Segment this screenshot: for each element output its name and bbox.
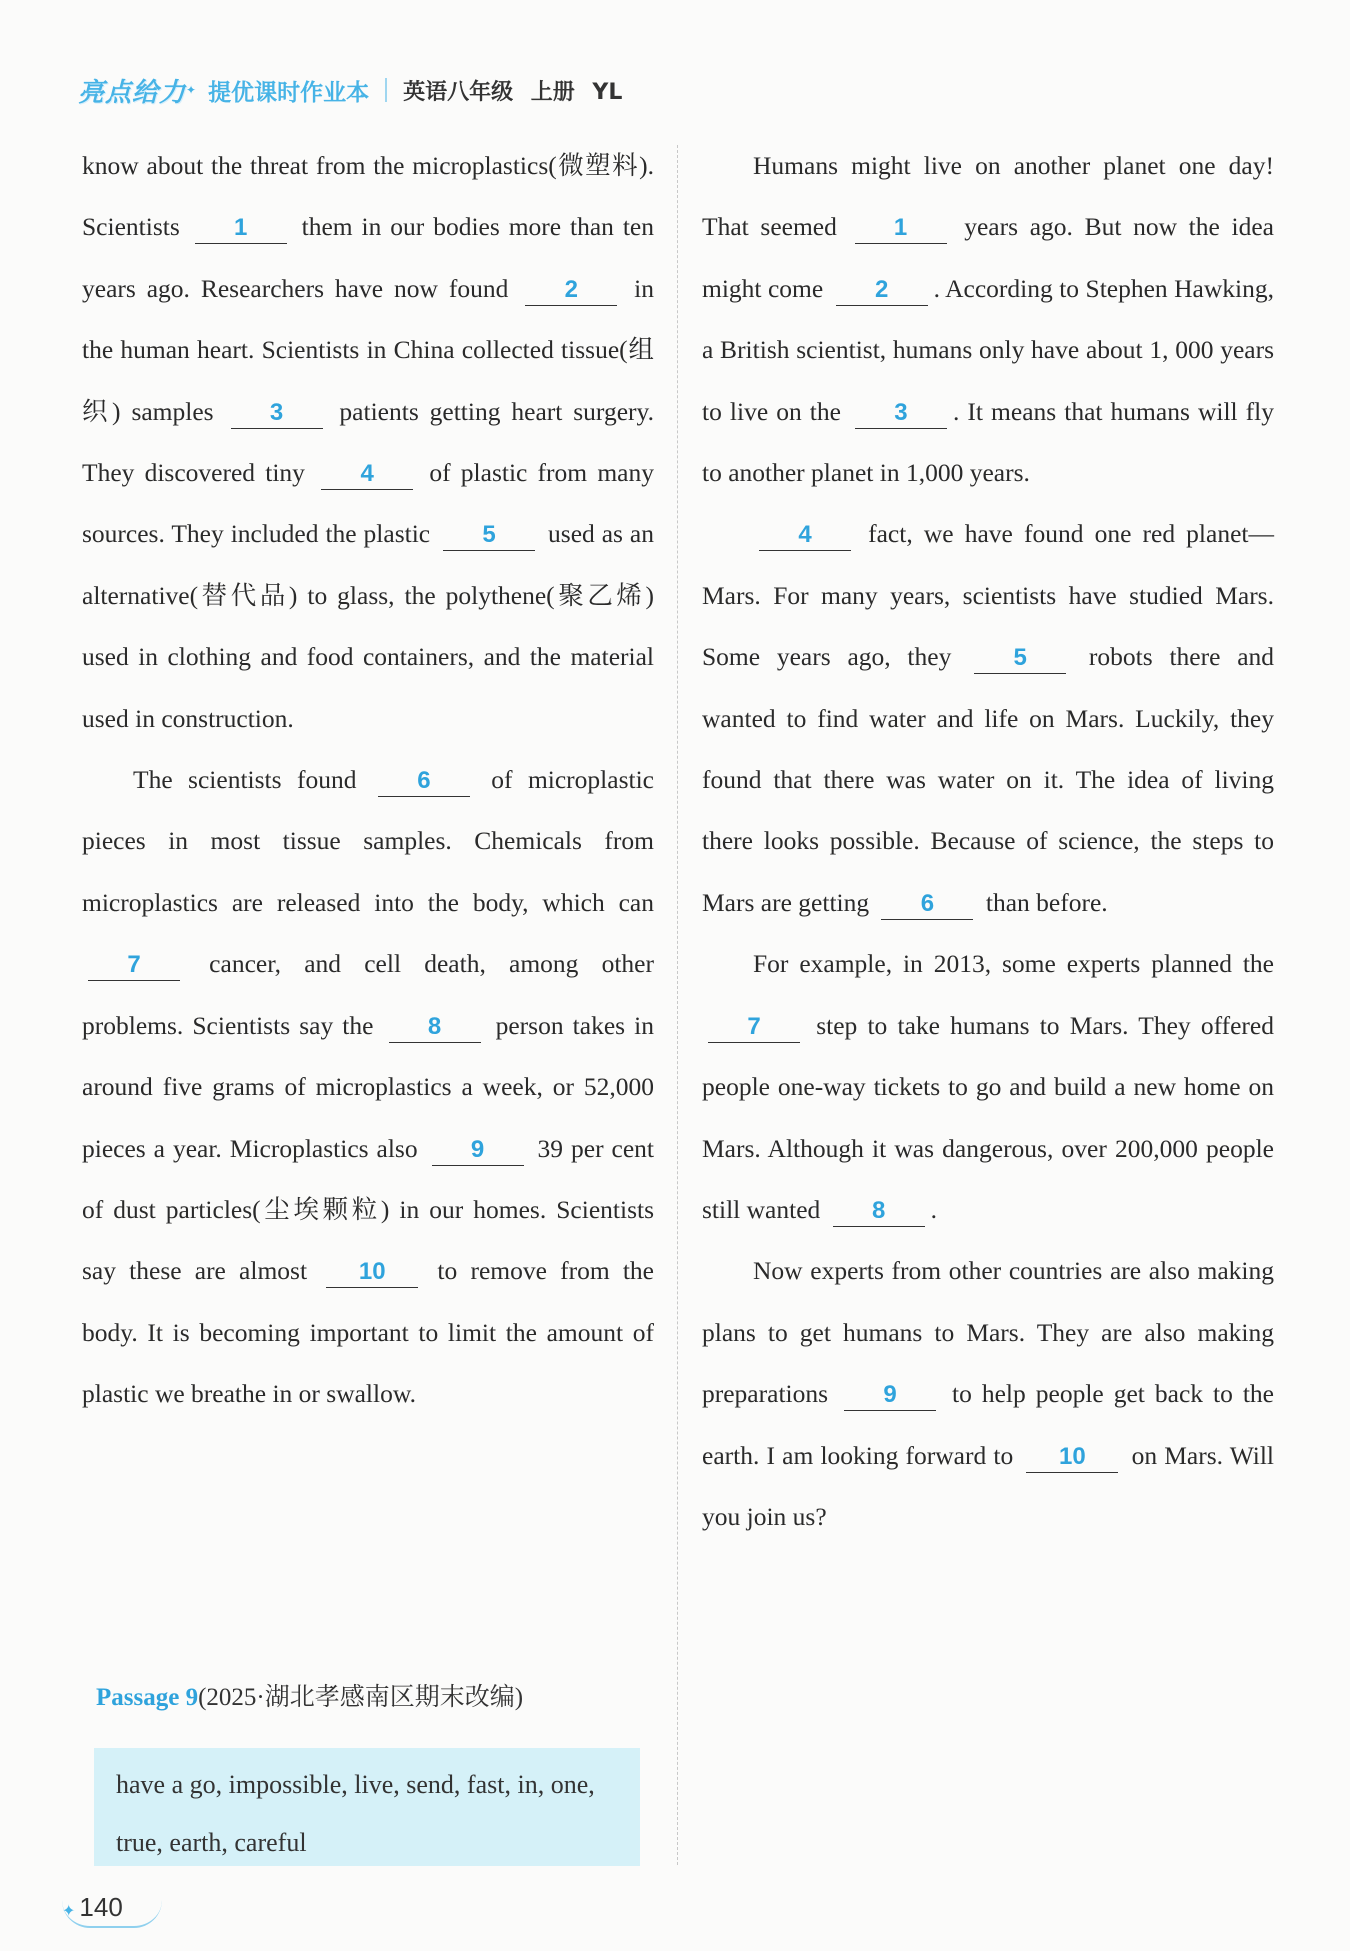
brand-logo: 亮点给力: [78, 77, 187, 108]
blank-10[interactable]: 10: [326, 1257, 418, 1288]
blank-r9[interactable]: 9: [844, 1380, 936, 1411]
passage-heading: [96, 1677, 523, 1713]
page-number-arc: [62, 1900, 162, 1928]
right-paragraph-2: 4 fact, we have found one red planet—Mars. For many years, scientists have studied Mars. Some years ago, they 5 robots there and wanted to find water and life on Mars. Luckily, they found that there was water on it. The idea of living there looks possible. Because of science, the steps to Mars are getting 6 than before.: [702, 503, 1274, 933]
left-column: [82, 135, 654, 1425]
blank-r10[interactable]: 10: [1026, 1442, 1118, 1473]
blank-r6[interactable]: 6: [881, 889, 973, 920]
column-divider: [677, 145, 678, 1865]
blank-8[interactable]: 8: [389, 1012, 481, 1043]
blank-r7[interactable]: 7: [708, 1012, 800, 1043]
right-paragraph-1: Humans might live on another planet one day! That seemed 1 years ago. But now the idea might come 2 . According to Stephen Hawking, a British scientist, humans only have about 1, 000 years to live on the 3 . It means that humans will fly to another planet in 1,000 years.: [702, 151, 1275, 488]
blank-4[interactable]: 4: [321, 459, 413, 490]
blank-7[interactable]: 7: [88, 950, 180, 981]
series-title: 提优课时作业本: [208, 79, 370, 106]
blank-r5[interactable]: 5: [974, 643, 1066, 674]
blank-1[interactable]: 1: [195, 213, 287, 244]
sparkle-icon: ✦: [186, 82, 197, 97]
left-paragraph-2: The scientists found 6 of microplastic pieces in most tissue samples. Chemicals from microplastics are released into the body, which can 7 cancer, and cell death, among other problems. Scientists say the 8 person takes in around five grams of microplastics a week, or 52,000 pieces a year. Microplastics also 9 39 per cent of dust particles(尘埃颗粒) in our homes. Scientists say these are almost 10 to remove from the body. It is becoming important to limit the amount of plastic we breathe in or swallow.: [82, 765, 654, 1409]
blank-r2[interactable]: 2: [836, 275, 928, 306]
right-column: [702, 135, 1274, 1547]
blank-3[interactable]: 3: [231, 398, 323, 429]
header-divider: [385, 78, 387, 102]
blank-2[interactable]: 2: [525, 275, 617, 306]
passage-source: (2025·湖北孝感南区期末改编): [198, 1684, 524, 1711]
right-paragraph-3: For example, in 2013, some experts planned the 7 step to take humans to Mars. They offered people one-way tickets to go and build a new home on Mars. Although it was dangerous, over 200,000 people still wanted 8 .: [702, 933, 1274, 1240]
page-number: ✦ 140: [62, 1892, 123, 1923]
blank-r4[interactable]: 4: [759, 520, 851, 551]
blank-9[interactable]: 9: [432, 1135, 524, 1166]
left-paragraph-1: know about the threat from the microplastics(微塑料). Scientists 1 them in our bodies more than ten years ago. Researchers have now found 2 in the human heart. Scientists in China collected tissue(组织) samples 3 patients getting heart surgery. They discovered tiny 4 of plastic from many sources. They included the plastic 5 used as an alternative(替代品) to glass, the polythene(聚乙烯) used in clothing and food containers, and the material used in construction.: [82, 151, 655, 733]
blank-5[interactable]: 5: [443, 520, 535, 551]
blank-r3[interactable]: 3: [855, 398, 947, 429]
right-paragraph-4: Now experts from other countries are also making plans to get humans to Mars. They are also making preparations 9 to help people get back to the earth. I am looking forward to 10 on Mars. Will you join us?: [702, 1256, 1275, 1531]
blank-6[interactable]: 6: [378, 766, 470, 797]
page-header: [78, 70, 622, 110]
sparkle-icon: ✦: [62, 1903, 76, 1920]
book-title: 英语八年级 上册 YL: [403, 79, 623, 105]
blank-r8[interactable]: 8: [833, 1196, 925, 1227]
passage-label: Passage 9: [96, 1684, 199, 1711]
word-bank: have a go, impossible, live, send, fast, in, one, true, earth, careful: [94, 1748, 640, 1866]
blank-r1[interactable]: 1: [855, 213, 947, 244]
